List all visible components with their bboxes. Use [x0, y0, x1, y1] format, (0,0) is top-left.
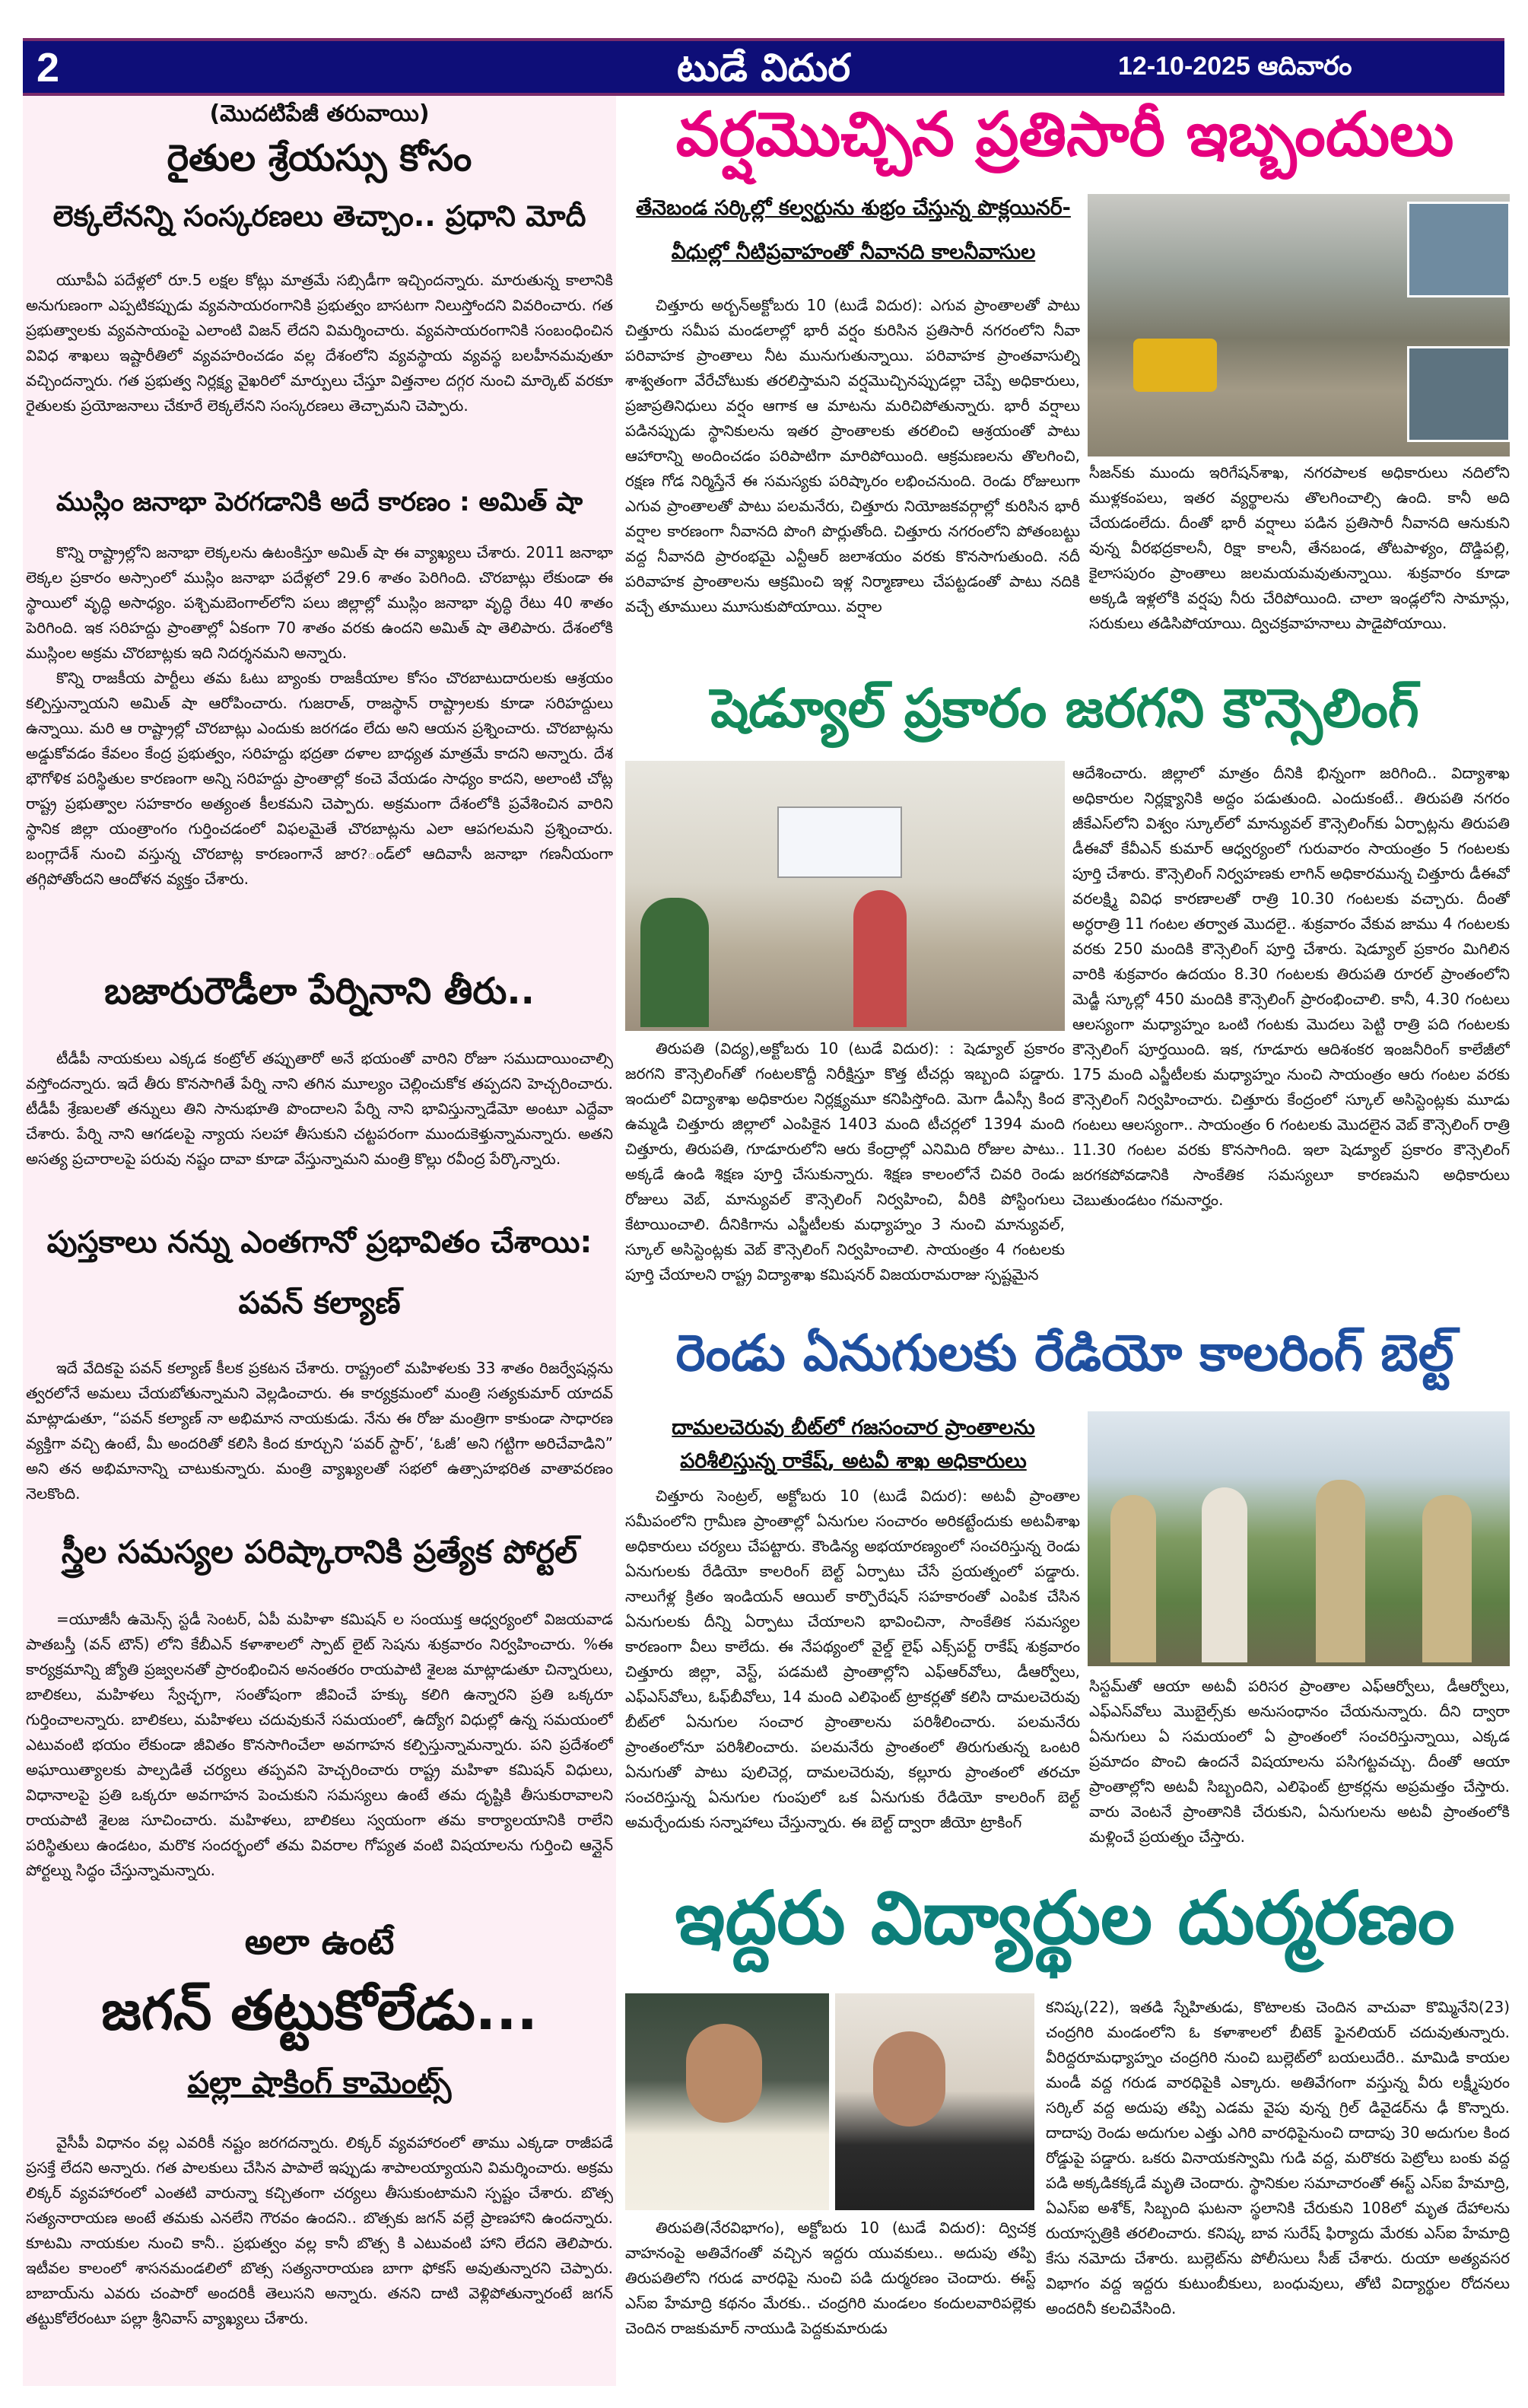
student-photo [625, 1993, 829, 2210]
article-body: టీడీపీ నాయకులు ఎక్కడ కంట్రోల్ తప్పుతారో అనే భయంతో వారిని రోజూ సముదాయించాల్సి వస్తోందన్నారు. ఇదే తీరు కొనసాగితే పేర్ని నాని తగిన మూల్యం చెల్లించుకోక తప్పదని హెచ్చరించారు. టీడీపీ శ్రేణులతో తన్నులు తిని సానుభూతి పొందాలని పేర్ని నాని భావిస్తున్నాడేమో అంటూ ఎద్దేవా చేశారు. పేర్ని నాని ఆగడలపై న్యాయ సలహా తీసుకుని చట్టపరంగా ముందుకెళ్తున్నామన్నారు. అతని అసత్య ప్రచారాలపై పరువు నష్టం దావా కూడా వేస్తున్నామని మంత్రి కొల్లు రవీంద్ర పేర్కొన్నారు. [26, 1049, 613, 1168]
article-subhead: పల్లా షాకింగ్ కామెంట్స్ [187, 2066, 452, 2101]
issue-date: 12-10-2025 ఆదివారం [1118, 52, 1352, 81]
excavator-shape [1133, 339, 1217, 392]
article-headline: ఇద్దరు విద్యార్థుల దుర్మరణం [675, 1875, 1455, 1961]
person-shape [1110, 1495, 1156, 1662]
article-headline: జగన్ తట్టుకోలేడు... [101, 1978, 538, 2042]
article-headline: బజారురౌడీలా పేర్నినాని తీరు.. [104, 970, 535, 1013]
student-photo [835, 1993, 1034, 2210]
inset-photo [1407, 202, 1510, 297]
paragraph: కొన్ని రాష్ట్రాల్లోని జనాభా లెక్కలను ఉటంకిస్తూ అమిత్ షా ఈ వ్యాఖ్యలు చేశారు. 2011 జనాభా లెక్కల ప్రకారం అస్సాంలో ముస్లిం జనాభా పదేళ్లలో 29.6 శాతం పెరిగింది. చొరబాట్లు లేకుండా ఈ స్థాయిలో వృద్ధి అసాధ్యం. పశ్చిమబెంగాల్‌లోని పలు జిల్లాల్లో ముస్లిం జనాభా వృద్ధి రేటు 40 శాతం పెరిగింది. ఇక సరిహద్దు ప్రాంతాల్లో ఏకంగా 70 శాతం వరకు ఉందని అమిత్ షా తెలిపారు. దేశంలోకి ముస్లింల అక్రమ చొరబాట్లకు ఇది నిదర్శనమని అన్నారు. [26, 543, 613, 662]
article-headline: లెక్కలేనన్ని సంస్కరణలు తెచ్చాం.. ప్రధాని మోదీ [52, 199, 586, 233]
article-body: చిత్తూరు సెంట్రల్, అక్టోబరు 10 (టుడే విదుర): అటవీ ప్రాంతాల సమీపంలోని గ్రామీణ ప్రాంతాల్లో ఏనుగుల సంచారం అరికట్టేందుకు అటవీశాఖ అధికారులు చర్యలు చేపట్టారు. కౌండిన్య అభయారణ్యంలో సంచరిస్తున్న రెండు ఏనుగులకు రేడియో కాలరింగ్ బెల్ట్ ఏర్పాటు చేసే ప్రయత్నంలో పడ్డారు. నాలుగేళ్ల క్రితం ఇండియన్ ఆయిల్ కార్పొరేషన్ సహకారంతో ఎంపిక చేసిన ఏనుగులకు దీన్ని ఏర్పాటు చేయాలని భావించినా, సాంకేతిక సమస్యల కారణంగా వీలు కాలేదు. ఈ నేపథ్యంలో వైల్డ్ లైఫ్ ఎక్స్‌పర్ట్ రాకేష్ శుక్రవారం చిత్తూరు జిల్లా, వెస్ట్, పడమటి ప్రాంతాల్లోని ఎఫ్‌ఆర్‌వోలు, డీఆర్వోలు, ఎఫ్‌ఎస్‌వోలు, ఓఫ్‌బీవోలు, 14 మంది ఎలిఫెంట్ ట్రాకర్లతో కలిసి దామలచెరువు బీట్‌లో ఏనుగుల సంచార ప్రాంతాలను పరిశీలించారు. పలమనేరు ప్రాంతంలోనూ పరిశీలించారు. పలమనేరు ప్రాంతంలో తిరుగుతున్న ఒంటరి ఏనుగుతో పాటు పులిచెర్ల, దామలచెరువు, కల్లూరు ప్రాంతంలో తరచూ సంచరిస్తున్న ఏనుగుల గుంపులో ఒక ఏనుగుకు రేడియో కాలరింగ్ బెల్ట్ అమర్చేందుకు సన్నాహాలు చేస్తున్నారు. ఈ బెల్ట్ ద్వారా జీయో ట్రాకింగ్ [625, 1487, 1080, 1831]
article-headline: రెండు ఏనుగులకు రేడియో కాలరింగ్ బెల్ట్ [675, 1324, 1454, 1382]
article-headline: పుస్తకాలు నన్ను ఎంతగానో ప్రభావితం చేశాయి: [46, 1225, 592, 1260]
person-shape [1316, 1480, 1365, 1662]
newspaper-title: టుడే విదుర [676, 46, 851, 90]
article-body: వైసీపీ విధానం వల్ల ఎవరికీ నష్టం జరగదన్నారు. లిక్కర్ వ్యవహారంలో తాము ఎక్కడా రాజీపడే ప్రసక్తే లేదని అన్నారు. గత పాలకులు చేసిన పాపాలే ఇప్పుడు శాపాలయ్యాయని విమర్శించారు. అక్రమ లిక్కర్ వ్యవహారంలో ఎంతటి వారున్నా కచ్చితంగా చర్యలు తీసుకుంటామని స్పష్టం చేశారు. బొత్స సత్యనారాయణ అంటే తమకు ఎనలేని గౌరవం ఉందని.. బొత్సకు జగన్ వల్లే ప్రాణహాని ఉందన్నారు. కూటమి నాయకుల నుంచి కానీ.. ప్రభుత్వం వల్ల కానీ బొత్స కి ఎటువంటి హాని లేదని తెలిపారు. ఇటీవల కాలంలో శాసనమండలిలో బొత్స సత్యనారాయణ బాగా ఫోకస్ అవుతున్నారని చెప్పారు. బాబాయ్‌ను ఎవరు చంపారో అందరికీ తెలుసని అన్నారు. తనని దాటి వెళ్లిపోతున్నారంటే జగన్ తట్టుకోలేరంటూ పల్లా శ్రీనివాస్ వ్యాఖ్యలు చేశారు. [26, 2133, 613, 2327]
photo-caption: తేనెబండ సర్కిల్లో కల్వర్టును శుభ్రం చేస్తున్న పొక్లయినర్- వీధుల్లో నీటిప్రవాహంతో నీవానది కాలనీవాసుల [636, 196, 1071, 264]
article-headline: వర్షమొచ్చిన ప్రతిసారీ ఇబ్బందులు [675, 99, 1454, 170]
continued-label: (మొదటిపేజీ తరువాయి) [209, 100, 430, 127]
article-body: యూపీఏ పదేళ్లలో రూ.5 లక్షల కోట్లు మాత్రమే సబ్సిడీగా ఇచ్చిందన్నారు. మారుతున్న కాలానికి అనుగుణంగా ఎప్పటికప్పుడు వ్యవసాయరంగానికి ప్రభుత్వం బాసటగా నిలుస్తోందని వివరించారు. గత ప్రభుత్వాలకు వ్యవసాయంపై ఎలాంటి విజన్ లేదని విమర్శించారు. వ్యవసాయరంగానికి సంబంధించిన వివిధ శాఖలు ఇష్టారీతిలో వ్యవహరించడం వల్ల దేశంలోని వ్యవస్థాయ వ్యవస్థ బలహీనమవుతూ వచ్చిందన్నారు. గత ప్రభుత్వ నిర్లక్ష్య వైఖరిలో మార్పులు చేస్తూ విత్తనాల దగ్గర నుంచి మార్కెట్ వరకూ రైతులకు ప్రయోజనాలు చేకూరే లెక్కలేనని సంస్కరణలు తెచ్చామని చెప్పారు. [26, 271, 613, 415]
photo-caption: దామలచెరువు బీట్‌లో గజసంచార ప్రాంతాలను పరిశీలిస్తున్న రాకేష్, అటవీ శాఖ అధికారులు [672, 1416, 1035, 1473]
article-body: ఇదే వేదికపై పవన్ కల్యాణ్ కీలక ప్రకటన చేశారు. రాష్ట్రంలో మహిళలకు 33 శాతం రిజర్వేషన్లను త్వరలోనే అమలు చేయబోతున్నామని వెల్లడించారు. ఈ కార్యక్రమంలో మంత్రి సత్యకుమార్ యాదవ్ మాట్లాడుతూ, “పవన్ కల్యాణ్ నా అభిమాన నాయకుడు. నేను ఈ రోజు మంత్రిగా కాకుండా సాధారణ వ్యక్తిగా వచ్చి ఉంటే, మీ అందరితో కలిసి కింద కూర్చుని ‘పవర్ స్టార్’, ‘ఓజీ’ అని గట్టిగా అరిచేవాడిని” అని తన అభిమానాన్ని చాటుకున్నారు. మంత్రి వ్యాఖ్యలతో సభలో ఉత్సాహభరిత వాతావరణం నెలకొంది. [26, 1359, 613, 1503]
article-body: తిరుపతి(నేరవిభాగం), అక్టోబరు 10 (టుడే విదుర): ద్విచక్ర వాహనంపై అతివేగంతో వచ్చిన ఇద్దరు యువకులు.. అదుపు తప్పి తిరుపతిలోని గరుడ వారధిపై నుంచి పడి దుర్మరణం చెందారు. ఈస్ట్ ఎస్ఐ హేమాద్రి కథనం మేరకు.. చంద్రగిరి మండలం కందులవారిపల్లెకు చెందిన రాజకుమార్ నాయుడి పెద్దకుమారుడు [625, 2219, 1036, 2337]
face-shape [686, 2024, 762, 2123]
inset-photo [1407, 346, 1510, 442]
article-body [26, 540, 613, 928]
article-body: =యూజీసీ ఉమెన్స్ స్టడీ సెంటర్, ఏపీ మహిళా కమిషన్ ల సంయుక్త ఆధ్వర్యంలో విజయవాడ పాతబస్తీ (వన్ టౌన్) లోని కేబీఎన్ కళాశాలలో స్పాట్ లైట్ సెషను శుక్రవారం నిర్వహించారు. %ఈ కార్యక్రమాన్ని జ్యోతి ప్రజ్వలనతో ప్రారంభించిన అనంతరం రాయపాటి శైలజ మాట్లాడుతూ చిన్నారులు, బాలికలు, మహిళలు స్వేచ్ఛగా, సంతోషంగా జీవించే హక్కు కలిగి ఉన్నారని ప్రతి ఒక్కరూ గుర్తించాలన్నారు. బాలికలు, మహిళలు చదువుకునే సమయంలో, ఉద్యోగ విధుల్లో ఉన్న సమయంలో ఎటువంటి భయం లేకుండా జీవితం కొనసాగించేలా అవగాహన కల్పిస్తున్నామన్నారు. పని ప్రదేశంలో అఘాయిత్యాలకు పాల్పడితే చర్యలు తప్పవని హెచ్చరించారు రాష్ట్ర మహిళా కమిషన్ విధులు, విధానాలపై ప్రతి ఒక్కరూ అవగాహన పెంచుకుని సమస్యలు ఉంటే తమ దృష్టికి తీసుకురావాలని రాయపాటి శైలజ సూచించారు. మహిళలు, బాలికలు స్వయంగా తమ కార్యాలయానికి రాలేని పరిస్థితులు ఉండటం, మరొక సందర్భంలో తమ వివరాల గోప్యత వంటి విషయాలను గుర్తించి ఆన్లైన్ పోర్టల్ను సిద్ధం చేస్తున్నామన్నారు. [26, 1610, 613, 1879]
article-headline: పవన్ కల్యాణ్ [238, 1286, 401, 1321]
article-body: సిస్టమ్‌తో ఆయా అటవీ పరిసర ప్రాంతాల ఎఫ్‌ఆర్వోలు, డీఆర్వోలు, ఎఫ్‌ఎస్‌వోలు మొబైల్స్‌కు అనుసంధానం చేయనున్నారు. దీని ద్వారా ఏనుగులు ఏ సమయంలో ఏ ప్రాంతంలో సంచరిస్తున్నాయి, ఎక్కడ ప్రమాదం పొంచి ఉందనే విషయాలను పసిగట్టవచ్చు. దీంతో ఆయా ప్రాంతాల్లోని అటవీ సిబ్బందిని, ఎలిఫెంట్ ట్రాకర్లను అప్రమత్తం చేస్తారు. వారు వెంటనే ప్రాంతానికి చేరుకుని, ఏనుగులను అటవీ ప్రాంతంలోకి మళ్లించే ప్రయత్నం చేస్తారు. [1089, 1677, 1510, 1846]
article-body: చిత్తూరు అర్బన్‌అక్టోబరు 10 (టుడే విదుర): ఎగువ ప్రాంతాలతో పాటు చిత్తూరు సమీప మండలాల్లో భారీ వర్షం కురిసిన ప్రతిసారీ నగరంలోని నీవా పరివాహక ప్రాంతాలు నీట మునుగుతున్నాయి. పరివాహక ప్రాంతవాసుల్ని శాశ్వతంగా వేరేచోటుకు తరలిస్తామని వర్షమొచ్చినప్పుడల్లా చెప్పే అధికారులు, ప్రజాప్రతినిధులు వర్షం ఆగాక ఆ మాటను మరిచిపోతున్నారు. భారీ వర్షాలు పడినప్పుడు స్థానికులను ఇతర ప్రాంతాలకు తరలించి ఆశ్రయంతో పాటు ఆహారాన్ని అందించడం పరిపాటిగా మారిపోయింది. ఆక్రమణలను తొలగించి, రక్షణ గోడ నిర్మిస్తేనే ఈ సమస్యకు పరిష్కారం లభించనుంది. రెండు రోజులుగా ఎగువ ప్రాంతాలతో పాటు పలమనేరు, చిత్తూరు నియోజకవర్గాల్లో కురిసిన భారీ వర్షాల కారణంగా నీవానది పొంగి పొర్లుతోంది. చిత్తూరు నగరంలోని పోతంబట్టు వద్ద నీవానది ప్రారంభమై ఎన్టీఆర్ జలాశయం వరకు కొనసాగుతుంది. నదీ పరివాహక ప్రాంతాలను ఆక్రమించి ఇళ్ల నిర్మాణాలు చేపట్టడంతో పాటు నదికి వచ్చే తూములు మూసుకుపోయాయి. వర్షాల [625, 296, 1080, 616]
face-shape [873, 2031, 945, 2126]
paragraph: కొన్ని రాజకీయ పార్టీలు తమ ఓటు బ్యాంకు రాజకీయాల కోసం చొరబాటుదారులకు ఆశ్రయం కల్పిస్తున్నాయని అమిత్ షా ఆరోపించారు. గుజరాత్, రాజస్థాన్ రాష్ట్రాలకు కూడా సరిహద్దులు ఉన్నాయి. మరి ఆ రాష్ట్రాల్లో చొరబాట్లు ఎందుకు జరగడం లేదు అని ఆయన ప్రశ్నించారు. చొరబాట్లను అడ్డుకోవడం కేవలం కేంద్ర ప్రభుత్వం, సరిహద్దు భద్రతా దళాల బాధ్యత మాత్రమే కాదని అన్నారు. దేశ భౌగోళిక పరిస్థితుల కారణంగా అన్ని సరిహద్దు ప్రాంతాల్లో కంచె వేయడం సాధ్యం కాదని, అలాంటి చోట్ల రాష్ట్ర ప్రభుత్వాల సహకారం అత్యంత కీలకమని చెప్పారు. అక్రమంగా దేశంలోకి ప్రవేశించిన వారిని స్థానిక జిల్లా యంత్రాంగం గుర్తించడంలో విఫలమైతే చొరబాట్లను ఎలా ఆపగలమని ప్రశ్నించారు. బంగ్లాదేశ్ నుంచి వస్తున్న చొరబాట్ల కారణంగానే జార?ండ్‌లో ఆదివాసీ జనాభా గణనీయంగా తగ్గిపోతోందని ఆందోళన వ్యక్తం చేశారు. [26, 669, 613, 888]
article-kicker: అలా ఉంటే [244, 1921, 395, 1962]
masthead [23, 38, 1504, 96]
article-headline: షెడ్యూల్ ప్రకారం జరగని కౌన్సెలింగ్ [710, 677, 1419, 740]
forest-officials-photo [1088, 1411, 1510, 1666]
article-headline: స్త్రీల సమస్యల పరిష్కారానికి ప్రత్యేక పోర్టల్ [61, 1533, 578, 1570]
person-shape [1422, 1495, 1472, 1662]
article-body: తిరుపతి (విద్య),అక్టోబరు 10 (టుడే విదుర): : షెడ్యూల్ ప్రకారం జరగని కౌన్సెలింగ్‌తో గంటలకొద్దీ నిరీక్షిస్తూ కొత్త టీచర్లు ఇబ్బంది పడ్డారు. ఇందులో విద్యాశాఖ అధికారుల నిర్లక్ష్యమూ కనిపిస్తోంది. మెగా డీఎస్సీ కింద ఉమ్మడి చిత్తూరు జిల్లాలో ఎంపికైన 1403 మంది టీచర్లలో 1394 మంది చిత్తూరు, తిరుపతి, గూడూరులోని ఆరు కేంద్రాల్లో ఎనిమిది రోజుల పాటు.. అక్కడే ఉండి శిక్షణ పూర్తి చేసుకున్నారు. శిక్షణ కాలంలోనే చివరి రెండు రోజులు వెబ్, మాన్యువల్ కౌన్సెలింగ్ నిర్వహించి, వీరికి పోస్టింగులు కేటాయించాలి. దీనికిగాను ఎస్జీటీలకు మధ్యాహ్నం 3 నుంచి మాన్యువల్, స్కూల్ అసిస్టెంట్లకు వెబ్ కౌన్సెలింగ్ నిర్వహించాలి. సాయంత్రం 4 గంటలకు పూర్తి చేయాలని రాష్ట్ర విద్యాశాఖ కమిషనర్ విజయరామరాజు స్పష్టమైన [625, 1039, 1065, 1284]
flood-photo [1088, 194, 1510, 456]
person-shape [1202, 1487, 1247, 1662]
counselling-photo [625, 761, 1065, 1031]
projector-screen [777, 806, 902, 878]
article-headline: రైతుల శ్రేయస్సు కోసం [167, 137, 472, 180]
person-shape [640, 898, 709, 1027]
article-headline: ముస్లిం జనాభా పెరగడానికి అదే కారణం : అమిత్ షా [56, 487, 583, 517]
article-body: సీజన్‌కు ముందు ఇరిగేషన్‌శాఖ, నగరపాలక అధికారులు నదిలోని ముళ్లకంపలు, ఇతర వ్యర్థాలను తొలగించాల్సి ఉంది. కానీ అది చేయడంలేదు. దీంతో భారీ వర్షాలు పడిన ప్రతిసారీ నీవానది ఆనుకుని వున్న వీరభద్రకాలనీ, రిక్షా కాలనీ, తేనబండ, తోటపాళ్యం, దొడ్డిపల్లి, కైలాసపురం ప్రాంతాలు జలమయమవుతున్నాయి. శుక్రవారం కూడా అక్కడి ఇళ్లలోకి వర్షపు నీరు చేరిపోయింది. చాలా ఇండ్లలోని సామాన్లు, సరుకులు తడిసిపోయాయి. ద్విచక్రవాహనాలు పాడైపోయాయి. [1089, 463, 1510, 632]
page-number: 2 [37, 45, 60, 91]
article-body: ఆదేశించారు. జిల్లాలో మాత్రం దీనికి భిన్నంగా జరిగింది.. విద్యాశాఖ అధికారుల నిర్లక్ష్యానికి అద్దం పడుతుంది. ఎందుకంటే.. తిరుపతి నగరం జీకేఎస్‌లోని విశ్వం స్కూల్‌లో మాన్యువల్ కౌన్సెలింగ్‌కు ఏర్పాట్లను తిరుపతి డీఈవో కేవీఎన్ కుమార్ ఆధ్వర్యంలో గురువారం సాయంత్రం 5 గంటలకు పూర్తి చేశారు. కౌన్సెలింగ్ నిర్వహణకు లాగిన్ అధికారమున్న చిత్తూరు డీఈవో వరలక్ష్మి వివిధ కారణాలతో రాత్రి 10.30 గంటలకు వచ్చారు. దీంతో అర్ధరాత్రి 11 గంటల తర్వాత మొదలై.. శుక్రవారం వేకువ జాము 4 గంటలకు వరకు 250 మందికి కౌన్సెలింగ్ పూర్తి చేశారు. షెడ్యూల్ ప్రకారం మిగిలిన వారికి శుక్రవారం ఉదయం 8.30 గంటలకు తిరుపతి రూరల్ ప్రాంతంలోని మెడ్జీ స్కూల్లో 450 మందికి కౌన్సెలింగ్ ప్రారంభించాలి. కానీ, 4.30 గంటలు ఆలస్యంగా మధ్యాహ్నం ఒంటి గంటకు మొదలు పెట్టి రాత్రి పది గంటలకు కౌన్సెలింగ్ పూర్తయింది. ఇక, గూడూరు ఆదిశంకర ఇంజనీరింగ్ కాలేజీలో 175 మంది ఎస్జీటీలకు మధ్యాహ్నం నుంచి సాయంత్రం ఆరు గంటల వరకు కౌన్సెలింగ్ నిర్వహించారు. చిత్తూరు కేంద్రంలో స్కూల్ అసిస్టెంట్లకు మూడు గంటలు ఆలస్యంగా.. సాయంత్రం 6 గంటలకు మొదలైన వెబ్ కౌన్సెలింగ్ రాత్రి 11.30 గంటల వరకు కొనసాగింది. ఇలా షెడ్యూల్ ప్రకారం కౌన్సెలింగ్ జరగకపోవడానికి సాంకేతిక సమస్యలూ కారణమని అధికారులు చెబుతుండటం గమనార్హం. [1072, 764, 1510, 1209]
person-shape [853, 890, 907, 1027]
article-body: కనిష్క(22), ఇతడి స్నేహితుడు, కొటాలకు చెందిన వాచువా కొమ్మినేని(23) చంద్రగిరి మండంలోని ఓ కళాశాలలో బీటెక్ ఫైనలియర్ చదువుతున్నారు. వీరిద్దరూమధ్యాహ్నం చంద్రగిరి నుంచి బుల్లెట్‌లో బయలుదేరి.. మామిడి కాయల మండీ వద్ద గరుడ వారధిపైకి ఎక్కారు. అతివేగంగా వస్తున్న వీరు లక్ష్మీపురం సర్కిల్ వద్ద అదుపు తప్పి ఎడమ వైపు వున్న గ్రిల్ డివైడర్‌ను ఢీ కొన్నారు. దాదాపు రెండు అదుగుల ఎత్తు ఎగిరి వారధిపైనుంచి దాదాపు 30 అదుగుల కింద రోడ్డుపై పడ్డారు. ఒకరు వినాయకస్వామి గుడి వద్ద, మరొకరు పెట్రోలు బంకు వద్ద పడి అక్కడికక్కడే మృతి చెందారు. స్థానికుల సమాచారంతో ఈస్ట్ ఎస్ఐ హేమాద్రి, ఏఎస్ఐ అశోక్, సిబ్బంది ఘటనా స్థలానికి చేరుకుని 108లో మృత దేహాలను రుయాస్పత్రికి తరలించారు. కనిష్క బావ సురేష్ ఫిర్యాదు మేరకు ఎస్ఐ హేమాద్రి కేసు నమోదు చేశారు. బుల్లెట్‌ను పోలీసులు సీజ్ చేశారు. రుయా అత్యవసర విభాగం వద్ద ఇద్దరు కుటుంబీకులు, బంధువులు, తోటి విద్యార్థుల రోదనలు అందరినీ కలచివేసింది. [1046, 1998, 1510, 2317]
